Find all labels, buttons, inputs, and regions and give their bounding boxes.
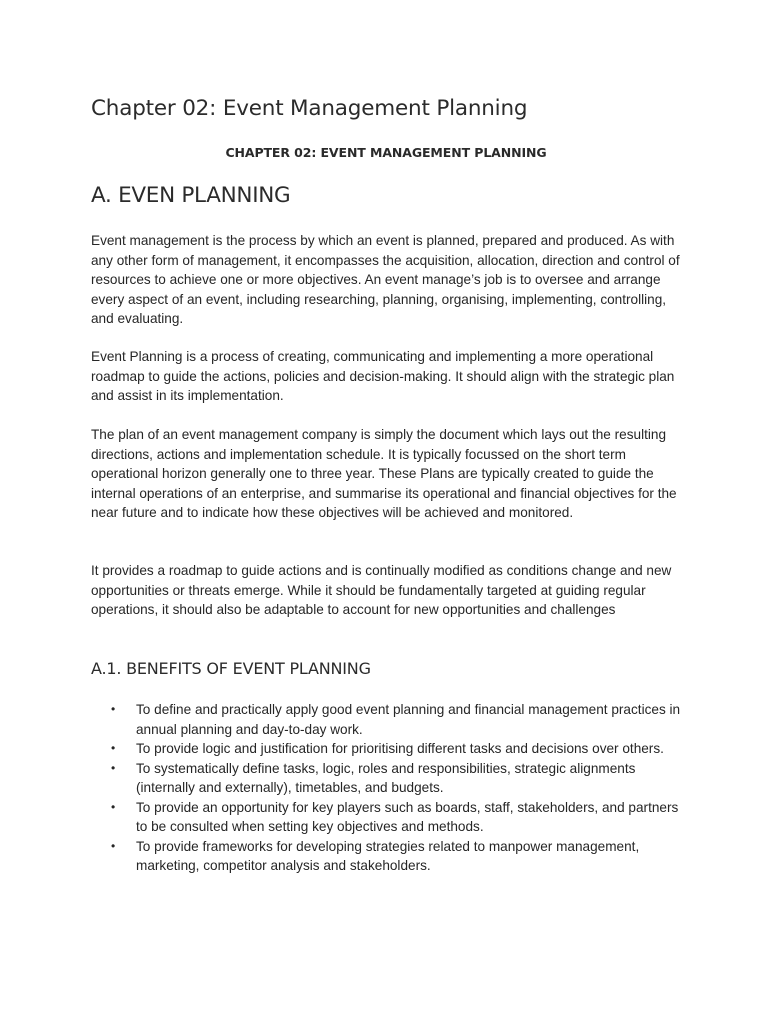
bullet-icon: • (111, 760, 116, 775)
bullet-icon: • (111, 741, 116, 755)
paragraph-event-management: Event management is the process by which an event is planned, prepared and produced. As with any other form of management, it encompasses the acquisition, allocation, direction and control of resources to achieve one or more objectives. An event manage’s job is to oversee and arrange every aspect of an event, including researching, planning, organising, implementing, controlling, and evaluating. (91, 233, 680, 326)
chapter-subtitle: CHAPTER 02: EVENT MANAGEMENT PLANNING (225, 145, 547, 160)
list-item-text: To provide an opportunity for key players such as boards, staff, stakeholders, and partners to be consulted when setting key objectives and methods. (136, 799, 679, 834)
paragraph-event-planning: Event Planning is a process of creating, communicating and implementing a more operational roadmap to guide the actions, policies and decision-making. It should align with the strategic plan and assist in its implementation. (91, 349, 675, 403)
paragraph-roadmap: It provides a roadmap to guide actions and is continually modified as conditions change and new opportunities or threats emerge. While it should be fundamentally targeted at guiding regular operations, it should also be adaptable to account for new opportunities and challenges (91, 563, 672, 617)
bullet-icon: • (111, 838, 116, 853)
benefits-list (91, 700, 691, 876)
list-item-text: To provide frameworks for developing strategies related to manpower management, marketing, competitor analysis and stakeholders. (136, 838, 640, 873)
list-item-text: To systematically define tasks, logic, roles and responsibilities, strategic alignments (internally and externally), timetables, and budgets. (136, 760, 636, 795)
paragraph-plan-document: The plan of an event management company is simply the document which lays out the resulting directions, actions and implementation schedule. It is typically focussed on the short term operational horizon generally one to three year. These Plans are typically created to guide the internal operations of an enterprise, and summarise its operational and financial objectives for the near future and to indicate how these objectives will be achieved and monitored. (91, 427, 677, 520)
section-a-heading: A. EVEN PLANNING (91, 183, 291, 208)
list-item (91, 700, 691, 739)
document-title: Chapter 02: Event Management Planning (91, 96, 528, 121)
bullet-icon: • (111, 799, 116, 814)
list-item (91, 759, 691, 798)
list-item-text: To provide logic and justification for prioritising different tasks and decisions over others. (136, 741, 664, 756)
list-item (91, 739, 691, 759)
list-item-text: To define and practically apply good event planning and financial management practices in annual planning and day-to-day work. (136, 702, 681, 737)
bullet-icon: • (111, 702, 116, 716)
list-item (91, 798, 691, 837)
section-a1-heading: A.1. BENEFITS OF EVENT PLANNING (91, 659, 371, 678)
list-item (91, 837, 691, 876)
